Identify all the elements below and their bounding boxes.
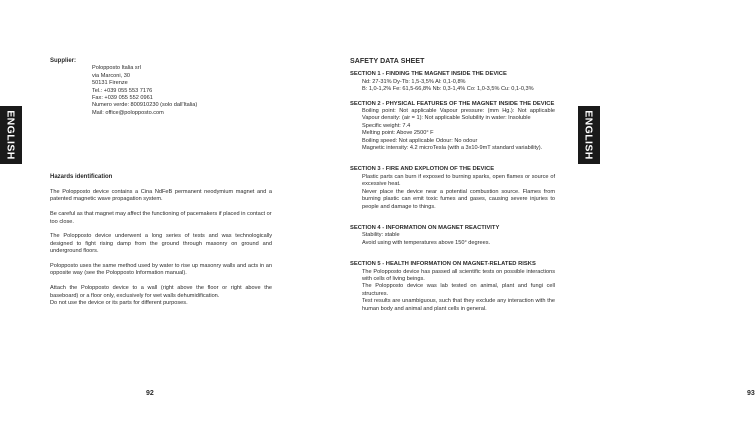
section-line: Plastic parts can burn if exposed to burning sparks, open flames or source of excessive heat. (362, 173, 555, 188)
section-body (350, 108, 555, 152)
language-tab-left (0, 106, 22, 164)
section-heading: SECTION 3 - FIRE AND EXPLOTION OF THE DEVICE (350, 166, 495, 173)
section-4 (350, 225, 555, 247)
section-line: Stability: stable (362, 232, 400, 239)
supplier-address (92, 65, 272, 117)
page-number-right: 93 (747, 390, 755, 397)
section-line: Magnetic intensity: 4.2 microTesla (with a 3x10-9mT standard variability). (362, 145, 543, 152)
section-line: The Polopposto device was lab tested on animal, plant and fungi cell structures. (362, 283, 555, 297)
hazards-paragraph: Polopposto uses the same method used by water to rise up masonry walls and acts in an opposite way (see the Polopposto Information manual). (50, 263, 272, 277)
section-line: The Polopposto device has passed all scientific tests on possible interactions with cells of living beings. (362, 268, 555, 282)
language-tab-right (578, 106, 600, 164)
supplier-line: Fax: +039 055 552 0961 (92, 95, 153, 102)
section-1 (350, 71, 555, 93)
section-line: Boiling speed: Not applicable Odour: No odour (362, 137, 478, 144)
section-line: Specific weight: 7.4 (362, 122, 411, 129)
section-heading: SECTION 5 - HEALTH INFORMATION ON MAGNET-RELATED RISKS (350, 261, 536, 268)
section-line: Avoid using with temperatures above 150° degrees. (362, 239, 491, 246)
supplier-line: via Marconi, 30 (92, 72, 130, 79)
section-line: Melting point: Above 2500° F (362, 130, 434, 137)
hazards-title: Hazards identification (50, 174, 113, 181)
supplier-line: Mail: office@polopposto.com (92, 109, 164, 116)
left-page-content (50, 58, 272, 307)
hazards-paragraph: Do not use the device or its parts for different purposes. (50, 300, 188, 307)
section-line: B: 1,0-1,2% Fe: 61,5-66,8% Nb: 0,3-1,4% Co: 1,0-3,5% Cu: 0,1-0,3% (362, 86, 534, 93)
supplier-line: Polopposto Italia srl (92, 65, 141, 72)
supplier-line: 50131 Firenze (92, 80, 128, 87)
hazards-paragraph: The Polopposto device contains a Cina NdFeB permanent neodymium magnet and a patented magnetic wave propagation system. (50, 189, 272, 203)
supplier-line: Numero verde: 800910230 (solo dall'Italia) (92, 102, 198, 109)
section-body (350, 269, 555, 313)
section-line: Test results are unambiguous, such that they exclude any interaction with the human body and animal and plant cells in general. (362, 298, 555, 312)
section-heading: SECTION 1 - FINDING THE MAGNET INSIDE THE DEVICE (350, 71, 507, 78)
section-5 (350, 261, 555, 313)
safety-data-sheet (350, 58, 555, 313)
section-2 (350, 101, 555, 153)
hazards-paragraph: Be careful as that magnet may affect the functioning of pacemakers if placed in contact or too close. (50, 211, 272, 225)
hazards-paragraph: The Polopposto device underwent a long series of tests and was technologically designed to fight rising damp from the ground through masonry on ground and underground floors. (50, 233, 272, 255)
left-page (0, 0, 300, 436)
section-line: Boiling point: Not applicable Vapour pressure: (mm Hg.): Not applicable Vapour density: (air = 1): Not applicable Solubility in water: Insoluble (362, 108, 555, 122)
hazards-paragraph: Attach the Polopposto device to a wall (right above the floor or right above the baseboard) or a floor only, exclusively for wet walls dehumidification. (50, 285, 272, 299)
section-body (350, 79, 555, 94)
language-tab-left-label: ENGLISH (5, 110, 18, 160)
supplier-label: Supplier: (50, 58, 77, 64)
section-3 (350, 166, 555, 210)
language-tab-right-label: ENGLISH (583, 110, 596, 160)
section-line: Never place the device near a potential combustion source. Flames from burning plastic can emit toxic fumes and gases, causing severe injuries to people and damage to things. (362, 188, 555, 210)
supplier-line: Tel.: +039 055 553 7176 (92, 87, 153, 94)
section-heading: SECTION 4 - INFORMATION ON MAGNET REACTIVITY (350, 224, 500, 231)
page-number-left: 92 (146, 390, 154, 397)
section-body (350, 232, 555, 247)
section-heading: SECTION 2 - PHYSICAL FEATURES OF THE MAGNET INSIDE THE DEVICE (350, 100, 555, 107)
sheet-title: SAFETY DATA SHEET (350, 58, 425, 65)
section-body (350, 174, 555, 211)
section-line: Nd: 27-31% Dy-Tb: 1,5-3,5% Al: 0,1-0,8% (362, 78, 466, 85)
